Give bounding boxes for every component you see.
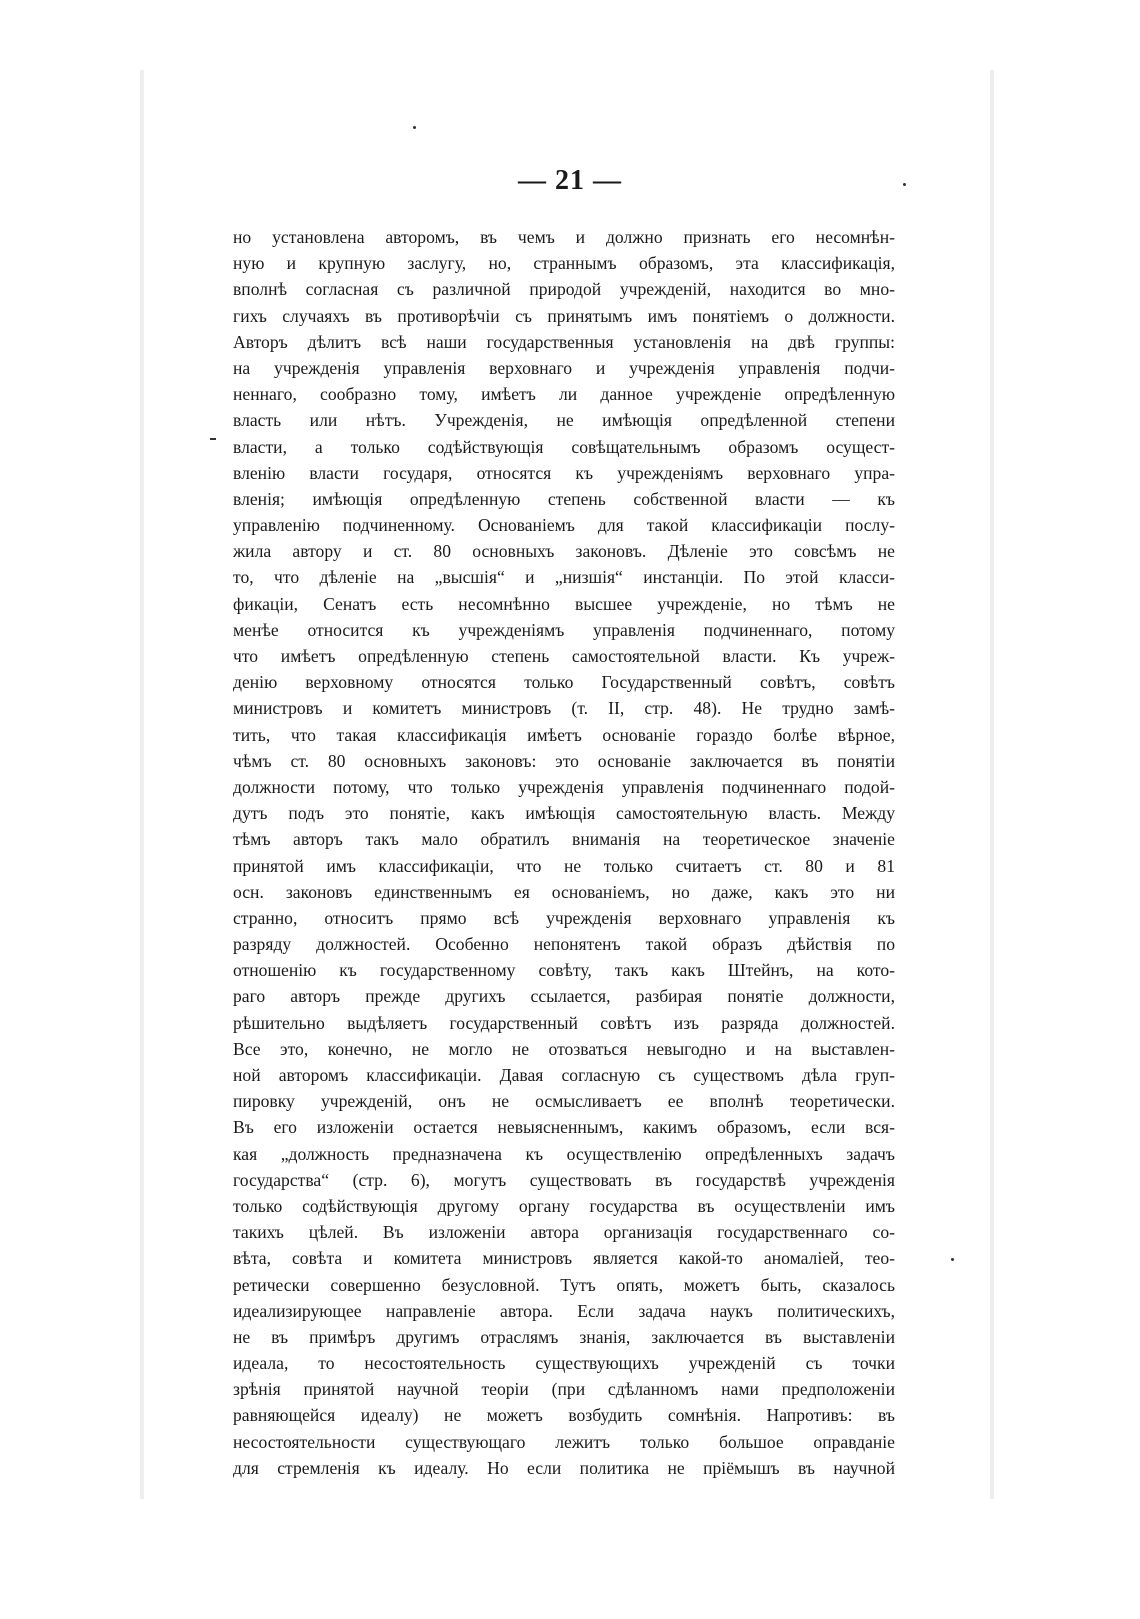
text-line: неннаго, сообразно тому, имѣетъ ли данное учрежденіе опредѣленную <box>233 384 895 405</box>
text-line: Все это, конечно, не могло не отозваться невыгодно и на выставлен- <box>233 1038 895 1059</box>
text-line: идеализирующее направленіе автора. Если задача наукъ политическихъ, <box>233 1300 895 1321</box>
text-line: несостоятельности существующаго лежитъ только большое оправданіе <box>233 1431 895 1452</box>
text-line: только содѣйствующія другому органу государства въ осуществленіи имъ <box>233 1195 895 1216</box>
text-line: что имѣетъ опредѣленную степень самостоятельной власти. Къ учреж- <box>233 646 895 666</box>
text-line: принятой имъ классификаціи, что не только считаетъ ст. 80 и 81 <box>233 855 895 876</box>
text-line: на учрежденія управленія верховнаго и учрежденія управленія подчи- <box>233 357 895 378</box>
text-line: раго авторъ прежде другихъ ссылается, разбирая понятіе должности, <box>233 986 895 1007</box>
text-line: кая „должность предназначена къ осуществленію опредѣленныхъ задачъ <box>233 1143 895 1164</box>
text-line: Въ его изложеніи остается невыясненнымъ, какимъ образомъ, если вся- <box>233 1117 895 1138</box>
text-line: разряду должностей. Особенно непонятенъ такой образъ дѣйствія по <box>233 934 895 955</box>
text-line: денію верховному относятся только Государственный совѣтъ, совѣтъ <box>233 672 895 693</box>
scan-edge-left <box>140 70 144 1499</box>
text-line: вленія; имѣющія опредѣленную степень собственной власти — къ <box>233 488 895 509</box>
text-line: чѣмъ ст. 80 основныхъ законовъ: это основаніе заключается въ понятіи <box>233 750 895 771</box>
text-line: равняющейся идеалу) не можетъ возбудить сомнѣнія. Напротивъ: въ <box>233 1405 895 1426</box>
text-line: ной авторомъ классификаціи. Давая согласную съ существомъ дѣла груп- <box>233 1065 895 1085</box>
text-line: то, что дѣленіе на „высшія“ и „низшія“ инстанціи. По этой класси- <box>233 567 895 588</box>
text-line: жила автору и ст. 80 основныхъ законовъ. Дѣленіе это совсѣмъ не <box>233 541 895 562</box>
text-line: осн. законовъ единственнымъ ея основаніемъ, но даже, какъ это ни <box>233 881 895 902</box>
text-line: вѣта, совѣта и комитета министровъ является какой-то аномаліей, тео- <box>233 1248 895 1269</box>
text-line: зрѣнія принятой научной теоріи (при сдѣланномъ нами предположеніи <box>233 1379 895 1400</box>
text-line: ретически совершенно безусловной. Тутъ опять, можетъ быть, сказалось <box>233 1274 895 1295</box>
text-line: фикаціи, Сенатъ есть несомнѣнно высшее учрежденіе, но тѣмъ не <box>233 593 895 614</box>
text-line: не въ примѣръ другимъ отраслямъ знанія, заключается въ выставленіи <box>233 1326 895 1347</box>
text-line: менѣе относится къ учрежденіямъ управленія подчиненнаго, потому <box>233 619 895 640</box>
text-line: Авторъ дѣлитъ всѣ наши государственныя установленія на двѣ группы: <box>233 331 895 352</box>
scan-speck <box>413 126 416 129</box>
text-line: отношенію къ государственному совѣту, такъ какъ Штейнъ, на кото- <box>233 960 895 981</box>
text-line: дутъ подъ это понятіе, какъ имѣющія самостоятельную власть. Между <box>233 803 895 824</box>
text-line: рѣшительно выдѣляетъ государственный совѣтъ изъ разряда должностей. <box>233 1012 895 1033</box>
text-line: гихъ случаяхъ въ противорѣчіи съ принятымъ имъ понятіемъ о должности. <box>233 305 895 326</box>
page-number: — 21 — <box>518 165 622 196</box>
body-text <box>233 224 895 1481</box>
text-line: государства“ (стр. 6), могутъ существовать въ государствѣ учрежденія <box>233 1169 895 1190</box>
text-line: пировку учрежденій, онъ не осмысливаетъ ее вполнѣ теоретически. <box>233 1091 895 1112</box>
text-line: такихъ цѣлей. Въ изложеніи автора организація государственнаго со- <box>233 1222 895 1243</box>
text-line: вленію власти государя, относятся къ учрежденіямъ верховнаго упра- <box>233 462 895 483</box>
text-line: вполнѣ согласная съ различной природой учрежденій, находится во мно- <box>233 279 895 300</box>
text-line: но установлена авторомъ, въ чемъ и должно признать его несомнѣн- <box>233 227 895 247</box>
scan-speck <box>951 1258 954 1261</box>
text-line: для стремленія къ идеалу. Но если политика не пріёмышъ въ научной <box>233 1457 895 1478</box>
text-line: министровъ и комитетъ министровъ (т. II, стр. 48). Не трудно замѣ- <box>233 698 895 719</box>
text-line: тѣмъ авторъ такъ мало обратилъ вниманія на теоретическое значеніе <box>233 829 895 850</box>
text-line: власть или нѣтъ. Учрежденія, не имѣющія опредѣленной степени <box>233 410 895 431</box>
text-line: странно, относитъ прямо всѣ учрежденія верховнаго управленія къ <box>233 907 895 928</box>
text-line: власти, а только содѣйствующія совѣщательнымъ образомъ осущест- <box>233 436 895 457</box>
scan-edge-right <box>990 70 994 1499</box>
text-line: управленію подчиненному. Основаніемъ для такой классификаціи послу- <box>233 515 895 536</box>
text-line: ную и крупную заслугу, но, страннымъ образомъ, эта классификація, <box>233 253 895 274</box>
text-line: тить, что такая классификація имѣетъ основаніе гораздо болѣе вѣрное, <box>233 724 895 745</box>
scan-speck <box>210 438 216 440</box>
text-line: должности потому, что только учрежденія управленія подчиненнаго подой- <box>233 776 895 797</box>
text-line: идеала, то несостоятельность существующихъ учрежденій съ точки <box>233 1353 895 1374</box>
